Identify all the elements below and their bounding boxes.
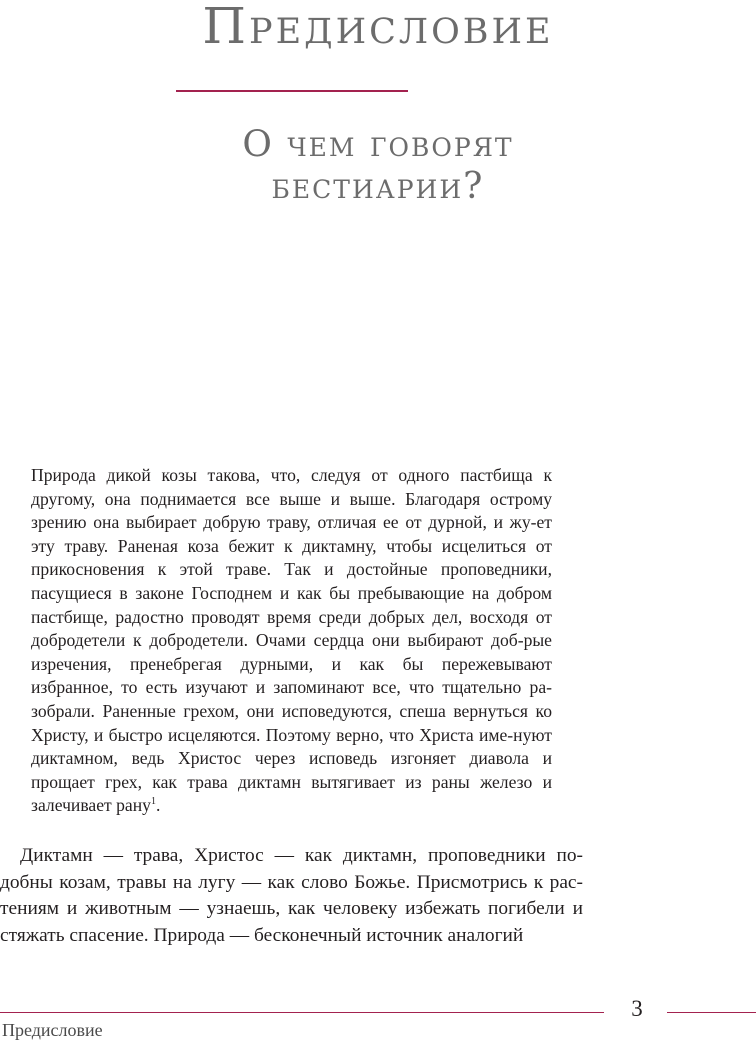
quote-line: пасущиеся в законе Господнем и как бы пребывающие на добром (31, 582, 552, 603)
quote-line: пастбище, радостно проводят время среди добрых дел, восходя (31, 606, 529, 627)
quote-line: рые изречения, пренебрегая дурными, и как бы пережевывают (31, 630, 552, 674)
page-number: 3 (631, 996, 643, 1021)
footnote-marker[interactable]: 1 (150, 796, 156, 808)
body-paragraph (0, 843, 583, 949)
subtitle-line-2: бестиарии? (271, 166, 485, 207)
chapter-subtitle (0, 124, 756, 208)
body-line: тениям и животным — узнаешь, как человеку избежать погибели (0, 898, 565, 919)
quote-line: от прикосновения к этой траве. Так и достойные проповедники, (31, 535, 552, 580)
quote-line: ет эту траву. Раненая коза бежит к диктамну, чтобы исцелиться (31, 512, 552, 556)
quote-line: зрению она выбирает добрую траву, отличая ее от дурной, и жу- (31, 512, 537, 533)
subtitle-line-1: О чем говорят (242, 124, 514, 165)
quote-end-punct: . (155, 795, 161, 816)
quote-line: избранное, то есть изучают и запоминают все, что тщательно ра- (31, 677, 552, 698)
quote-last-line: и залечивает рану (31, 771, 553, 816)
quote-line: от добродетели к добродетели. Очами сердца они выбирают доб- (31, 606, 552, 651)
quote-line: ко Христу, и быстро исцеляются. Поэтому верно, что Христа име- (31, 700, 552, 745)
running-head: Предисловие (2, 1020, 103, 1040)
quote-line: нуют диктамном, ведь Христос через исповедь изгоняет диавола (31, 724, 552, 769)
body-line: добны козам, травы на лугу — как слово Божье. Присмотрись к рас- (0, 871, 583, 893)
quote-line: к другому, она поднимается все выше и выше. Благодаря острому (31, 465, 552, 509)
quote-line: Природа дикой козы такова, что, следуя от одного пастбища (31, 465, 533, 485)
body-line: и стяжать спасение. Природа — бесконечный источник аналогий (0, 898, 583, 946)
chapter-title: Предисловие (202, 0, 554, 55)
quote-line: и прощает грех, как трава диктамн вытягивает из раны железо (31, 748, 552, 792)
epigraph-quote (31, 464, 552, 818)
body-line: Диктамн — трава, Христос — как диктамн, проповедники по- (20, 845, 583, 866)
footer-divider-right (667, 1012, 756, 1013)
title-divider (176, 90, 408, 92)
quote-line: зобрали. Раненные грехом, они исповедуются, спеша вернуться (31, 700, 528, 721)
footer-divider-left (0, 1012, 604, 1013)
